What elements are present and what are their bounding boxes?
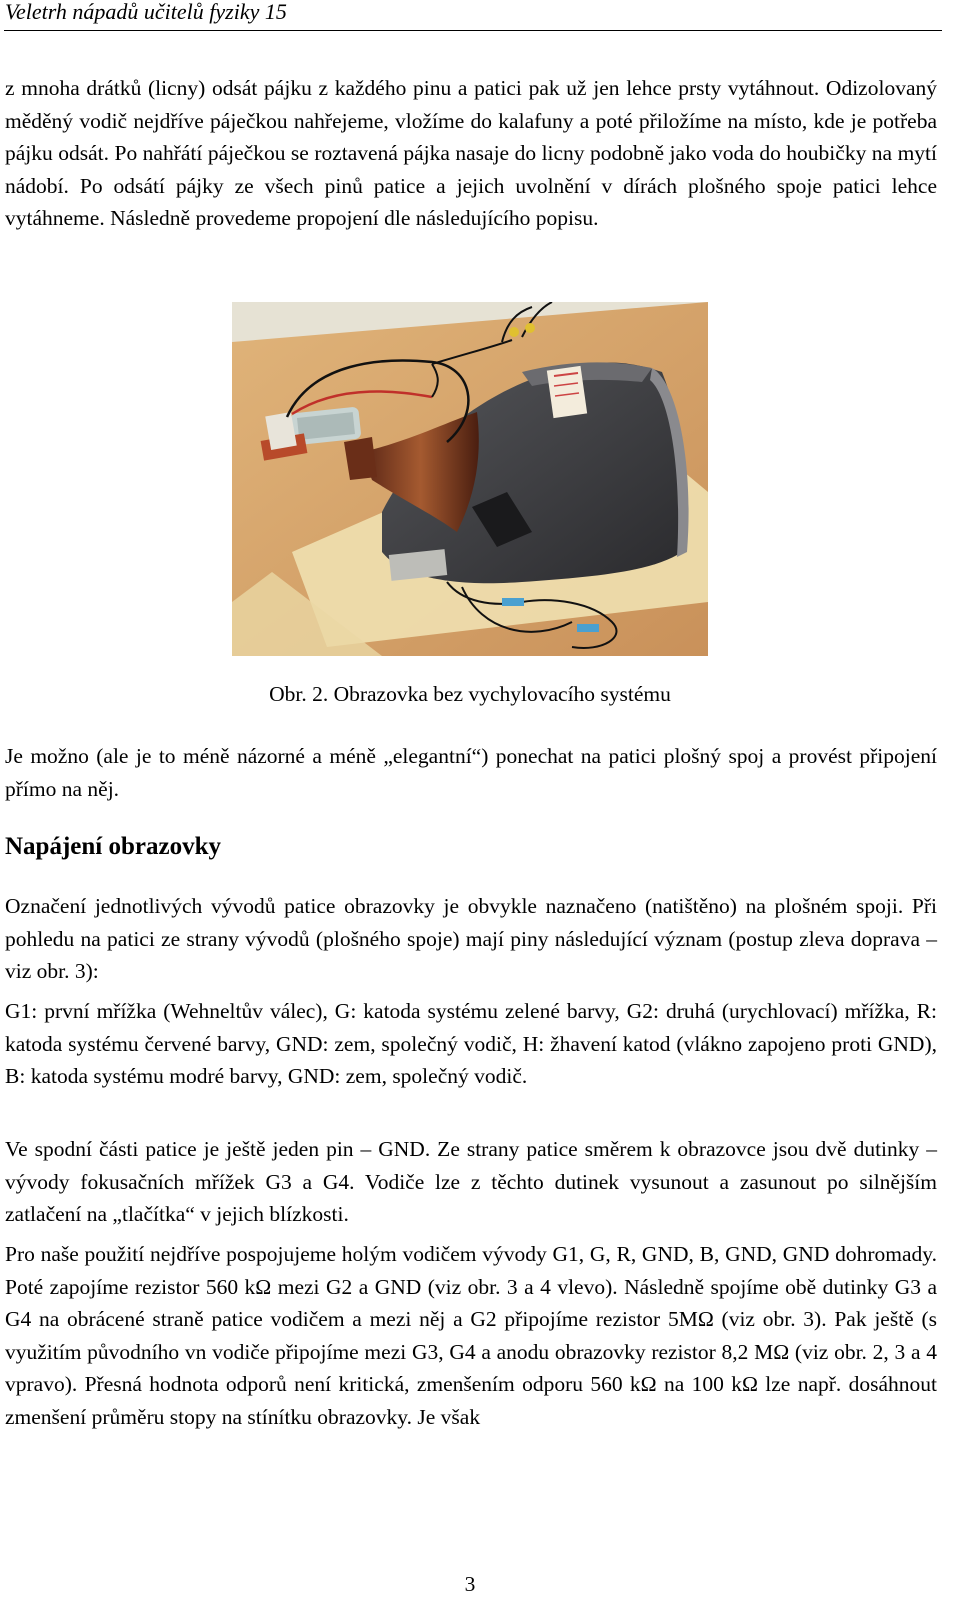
paragraph-gnd-pin: Ve spodní části patice je ještě jeden pin – GND. Ze strany patice směrem k obrazovce jsou dvě dutinky – vývody fokusačních mřížek G3 a G4. Vodiče lze z těchto dutinek vysunout a zasunout po silnějším zatlačení na „tlačítka“ v jejich blízkosti. xyxy=(5,1137,937,1227)
paragraph-pin-list: G1: první mřížka (Wehneltův válec), G: katoda systému zelené barvy, G2: druhá (urychlovací) mřížka, R: katoda systému červené barvy, GND: zem, společný vodič, H: žhavení katod (vlákno zapojeno proti GND), B: katoda systému modré barvy, GND: zem, společný vodič. xyxy=(5,999,937,1089)
section-heading: Napájení obrazovky xyxy=(5,833,221,860)
paragraph-wiring: Pro naše použití nejdříve pospojujeme holým vodičem vývody G1, G, R, GND, B, GND, GND dohromady. Poté zapojíme rezistor 560 kΩ mezi G2 a GND (viz obr. 3 a 4 vlevo). Následně spojíme obě dutinky G3 a G4 na obrácené straně patice vodičem a mezi něj a G2 připojíme rezistor 5MΩ (viz obr. 3). Pak ještě (s využitím původního vn vodiče připojíme mezi G3, G4 a anodu obrazovky rezistor 8,2 MΩ (viz obr. 2, 3 a 4 vpravo). Přesná hodnota odporů není kritická, zmenšením odporu 560 kΩ na 100 kΩ lze např. dosáhnout zmenšení průměru stopy na stínítku obrazovky. Je však xyxy=(5,1242,937,1429)
paragraph-pin-marking: Označení jednotlivých vývodů patice obrazovky je obvykle naznačeno (natištěno) na plošném spoji. Při pohledu na patici ze strany vývodů (plošného spoje) mají piny následující význam (postup zleva doprava – viz obr. 3): xyxy=(5,894,937,984)
figure-crt-photo xyxy=(232,302,708,656)
paragraph-alternative: Je možno (ale je to méně názorné a méně „elegantní“) ponechat na patici plošný spoj a provést připojení přímo na něj. xyxy=(5,744,937,801)
figure-caption: Obr. 2. Obrazovka bez vychylovacího systému xyxy=(269,682,671,706)
paragraph-desoldering: z mnoha drátků (licny) odsát pájku z každého pinu a patici pak už jen lehce prsty vytáhnout. Odizolovaný měděný vodič nejdříve páječkou nahřejeme, vložíme do kalafuny a poté přiložíme na místo, kde je potřeba pájku odsát. Po nahřátí páječkou se roztavená pájka nasaje do licny podobně jako voda do houbičky na mytí nádobí. Po odsátí pájky ze všech pinů patice a jejich uvolnění v dírách plošného spoje patici lehce vytáhneme. Následně provedeme propojení dle následujícího popisu. xyxy=(5,76,937,231)
page-number: 3 xyxy=(464,1572,476,1596)
header-title: Veletrh nápadů učitelů fyziky 15 xyxy=(5,0,287,24)
page-header xyxy=(4,0,942,31)
